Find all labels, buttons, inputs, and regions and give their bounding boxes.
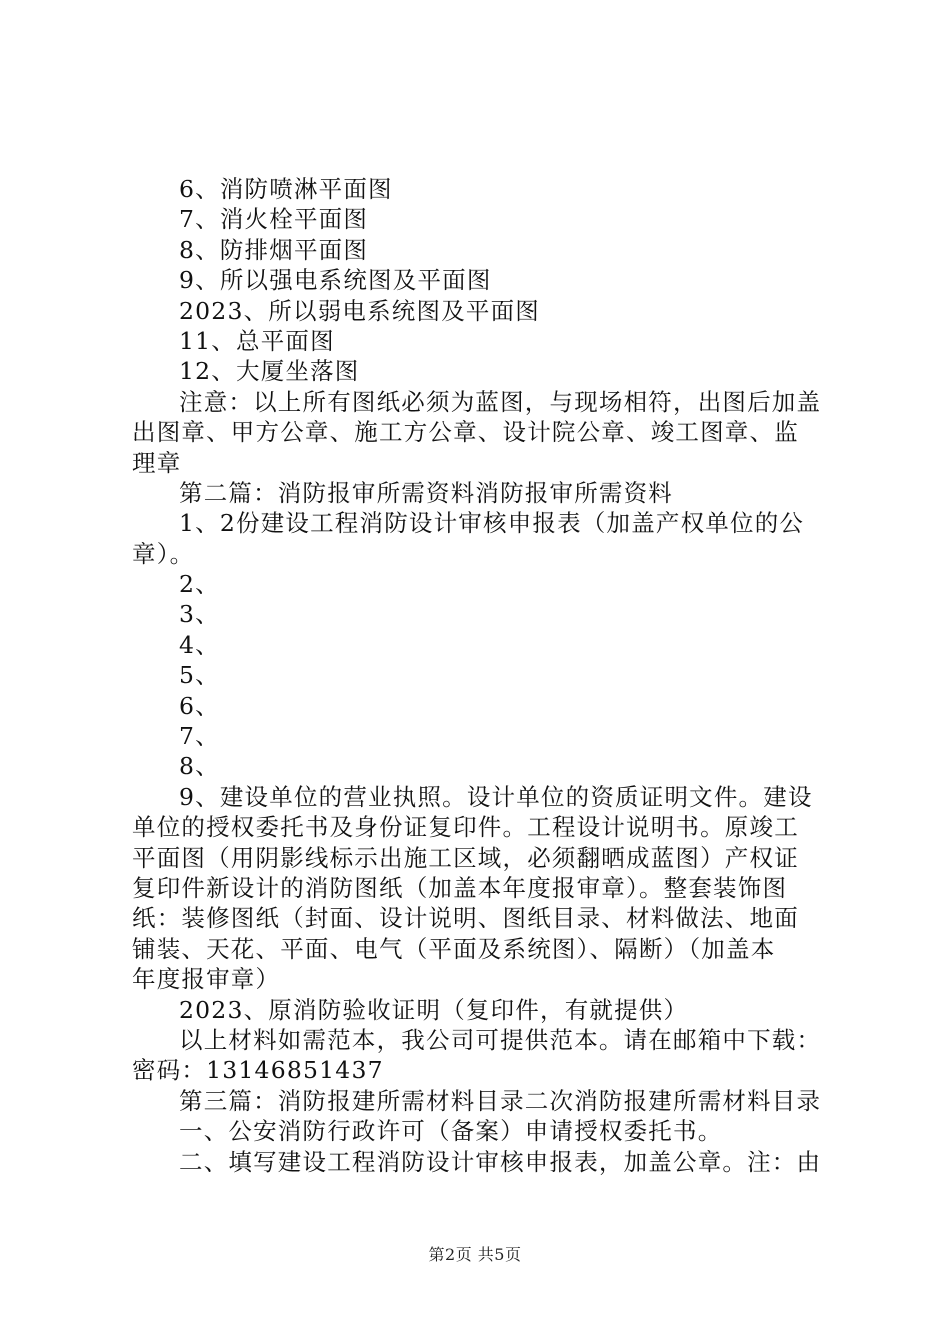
text-line: 8、防排烟平面图: [179, 235, 369, 264]
text-line: 章）。: [132, 539, 195, 568]
text-line: 12、大厦坐落图: [179, 357, 360, 386]
text-line: 6、消防喷淋平面图: [179, 175, 393, 203]
text-line: 8、: [179, 752, 220, 781]
text-line: 第三篇：消防报建所需材料目录二次消防报建所需材料目录: [179, 1086, 822, 1115]
text-line: 注意：以上所有图纸必须为蓝图，与现场相符，出图后加盖: [179, 387, 822, 416]
text-line: 1、2份建设工程消防设计审核申报表（加盖产权单位的公: [179, 509, 805, 538]
text-line: 密码：13146851437: [132, 1056, 384, 1085]
text-line: 2023、原消防验收证明（复印件，有就提供）: [179, 995, 689, 1024]
text-line: 以上材料如需范本，我公司可提供范本。请在邮箱中下载：: [179, 1025, 822, 1054]
text-line: 9、建设单位的营业执照。设计单位的资质证明文件。建设: [179, 782, 813, 811]
text-line: 复印件新设计的消防图纸（加盖本年度报审章）。整套装饰图: [132, 873, 788, 902]
text-line: 第二篇：消防报审所需资料消防报审所需资料: [179, 478, 673, 507]
text-line: 4、: [179, 630, 220, 659]
text-line: 3、: [179, 600, 220, 629]
page-footer: 第2页 共5页: [428, 1245, 522, 1264]
text-line: 6、: [179, 691, 220, 720]
text-line: 7、消火栓平面图: [179, 205, 369, 234]
text-line: 2023、所以弱电系统图及平面图: [179, 296, 541, 325]
text-line: 纸：装修图纸（封面、设计说明、图纸目录、材料做法、地面: [132, 904, 799, 933]
text-line: 9、所以强电系统图及平面图: [179, 266, 492, 295]
text-line: 平面图（用阴影线标示出施工区域，必须翻晒成蓝图）产权证: [132, 843, 799, 872]
text-line: 一、公安消防行政许可（备案）申请授权委托书。: [179, 1117, 723, 1146]
text-line: 2、: [179, 570, 220, 599]
text-line: 年度报审章）: [132, 965, 281, 994]
text-line: 二、填写建设工程消防设计审核申报表，加盖公章。注：由: [179, 1147, 822, 1176]
text-line: 单位的授权委托书及身份证复印件。工程设计说明书。原竣工: [132, 813, 799, 842]
text-line: 11、总平面图: [179, 326, 335, 355]
text-line: 7、: [179, 722, 220, 751]
document-body: [132, 174, 838, 1177]
text-line: 理章: [132, 448, 182, 477]
text-line: 出图章、甲方公章、施工方公章、设计院公章、竣工图章、监: [132, 418, 799, 447]
text-line: 铺装、天花、平面、电气（平面及系统图）、隔断）（加盖本: [132, 934, 776, 963]
text-line: 5、: [179, 661, 220, 690]
